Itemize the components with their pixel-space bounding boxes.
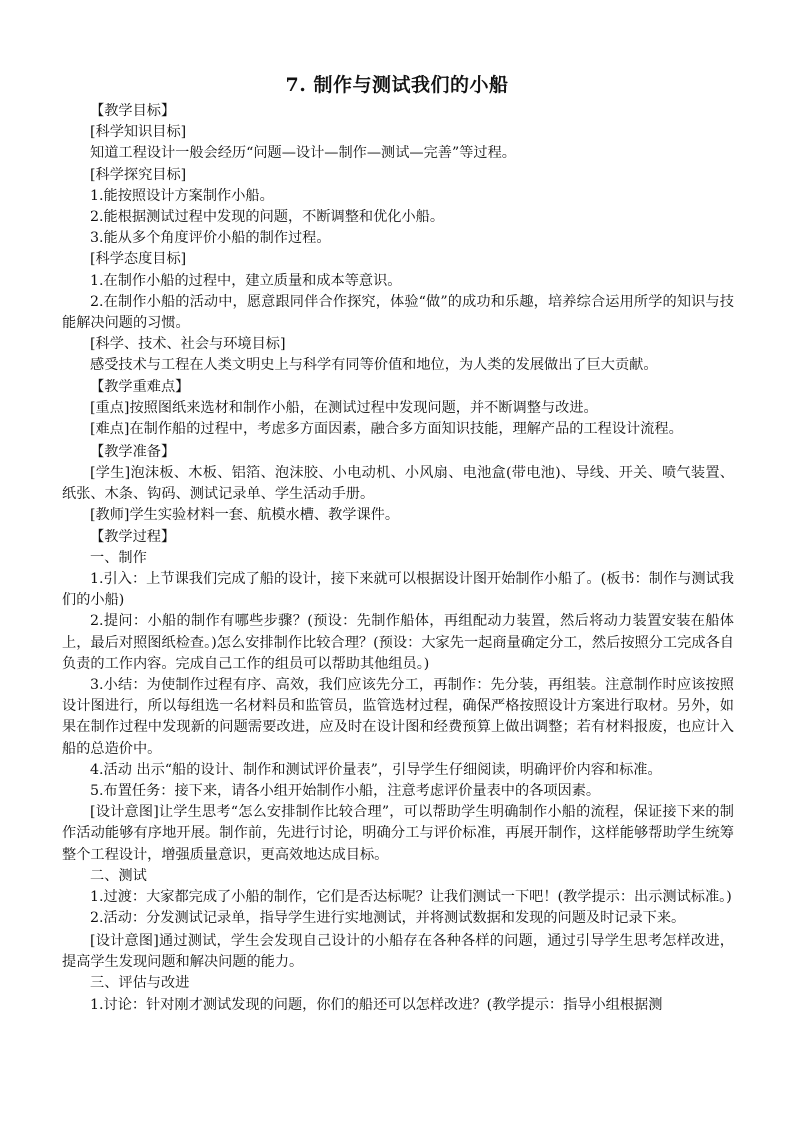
section-heading: 【教学过程】 [90, 528, 176, 545]
section-heading: 【教学目标】 [90, 103, 176, 119]
subsection-heading: [科学探究目标] [90, 166, 187, 183]
design-intent: [设计意图]让学生思考“怎么安排制作比较合理”，可以帮助学生明确制作小船的流程，保证接下来的制作活动能够有序地开展。制作前，先进行讨论，明确分工与评价标准，再展开制作，这样能够帮助学生统筹整个工程设计，增强质量意识，更高效地达成目标。 [62, 804, 734, 863]
paragraph: [学生]泡沫板、木板、铝箔、泡沫胶、小电动机、小风扇、电池盒(带电池)、导线、开关、喷气装置、纸张、木条、钩码、测试记录单、学生活动手册。 [62, 464, 734, 503]
paragraph: 1.在制作小船的过程中，建立质量和成本等意识。 [90, 272, 402, 289]
subsection-heading: 三、评估与改进 [90, 975, 190, 992]
paragraph: 感受技术与工程在人类文明史上与科学有同等价值和地位，为人类的发展做出了巨大贡献。 [90, 357, 658, 374]
paragraph: 1.能按照设计方案制作小船。 [90, 187, 274, 204]
page-title: 7. 制作与测试我们的小船 [285, 74, 509, 96]
subsection-heading: 二、测试 [90, 867, 147, 884]
paragraph: 5.布置任务：接下来，请各小组开始制作小船，注意考虑评价量表中的各项因素。 [90, 783, 601, 799]
section-heading: 【教学准备】 [90, 443, 176, 460]
paragraph: [难点]在制作船的过程中，考虑多方面因素，融合多方面知识技能，理解产品的工程设计流程。 [90, 421, 683, 438]
paragraph: [教师]学生实验材料一套、航模水槽、教学课件。 [90, 507, 400, 524]
subsection-heading: [科学知识目标] [90, 124, 187, 141]
paragraph: 1.引入：上节课我们完成了船的设计，接下来就可以根据设计图开始制作小船了。(板书：制作与测试我们的小船) [62, 570, 734, 609]
paragraph: 3.小结：为使制作过程有序、高效，我们应该先分工，再制作：先分装，再组装。注意制作时应该按照设计图进行，所以每组选一名材料员和监管员，监管选材过程，确保严格按照设计方案进行取材。另外，如果在制作过程中发现新的问题需要改进，应及时在设计图和经费预算上做出调整；若有材料报废，也应计入船的总造价中。 [62, 676, 734, 757]
paragraph: 1.过渡：大家都完成了小船的制作，它们是否达标呢？让我们测试一下吧！(教学提示：出示测试标准。) [90, 889, 732, 906]
subsection-heading: [科学、技术、社会与环境目标] [90, 336, 286, 353]
paragraph: 2.在制作小船的活动中，愿意跟同伴合作探究，体验“做”的成功和乐趣，培养综合运用所学的知识与技能解决问题的习惯。 [62, 293, 734, 332]
paragraph: 2.活动：分发测试记录单，指导学生进行实地测试，并将测试数据和发现的问题及时记录下来。 [90, 910, 686, 927]
paragraph: 3.能从多个角度评价小船的制作过程。 [90, 230, 331, 247]
paragraph: 1.讨论：针对刚才测试发现的问题，你们的船还可以怎样改进？(教学提示：指导小组根据测 [90, 996, 663, 1013]
document-body [62, 101, 734, 1016]
section-heading: 【教学重难点】 [90, 378, 190, 395]
subsection-heading: [科学态度目标] [90, 251, 187, 268]
paragraph: 2.提问：小船的制作有哪些步骤？(预设：先制作船体，再组配动力装置，然后将动力装置安装在船体上，最后对照图纸检查。)怎么安排制作比较合理？(预设：大家先一起商量确定分工，然后按照分工完成各自负责的工作内容。完成自己工作的组员可以帮助其他组员。) [62, 613, 734, 672]
design-intent: [设计意图]通过测试，学生会发现自己设计的小船存在各种各样的问题，通过引导学生思考怎样改进，提高学生发现问题和解决问题的能力。 [62, 932, 734, 971]
paragraph: 4.活动 出示“船的设计、制作和测试评价量表”，引导学生仔细阅读，明确评价内容和标准。 [90, 761, 662, 778]
subsection-heading: 一、制作 [90, 549, 147, 566]
paragraph: 2.能根据测试过程中发现的问题，不断调整和优化小船。 [90, 209, 445, 226]
paragraph: 知道工程设计一般会经历“问题—设计—制作—测试—完善”等过程。 [90, 145, 516, 162]
paragraph: [重点]按照图纸来选材和制作小船，在测试过程中发现问题，并不断调整与改进。 [90, 399, 598, 416]
